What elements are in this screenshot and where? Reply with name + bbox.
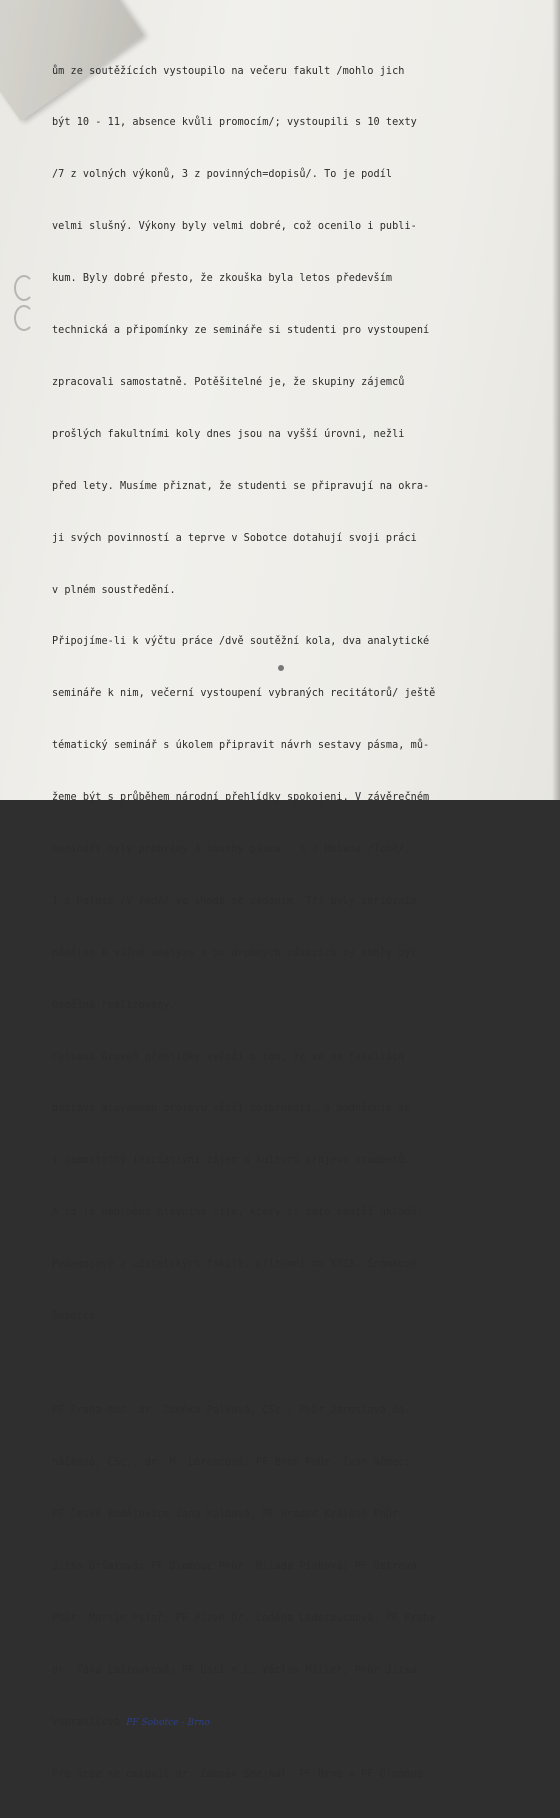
text-line: PF Praha doc. dr. Zdeňka Palková, CSc., PhDr Jaroslava Ja- <box>52 1405 411 1417</box>
text-line: námětem k vážné analýze a po drobných zásazích by mohly být <box>52 947 417 959</box>
text-line: žeme být s průběhem národní přehlídky spokojeni. V závěrečném <box>52 792 430 804</box>
text-line: být 10 - 11, absence kvůli promocím/; vystoupili s 10 texty <box>52 117 417 129</box>
text-line: v plném soustředění. <box>52 584 176 596</box>
text-line: Sobotce <box>52 1310 96 1322</box>
typed-text-block <box>52 28 522 1818</box>
page-edge-shadow <box>552 0 560 800</box>
text-line: 1 z Halase /V řadě/ ve shodě se zadáním. Tři byly seriózním <box>52 895 417 907</box>
text-line: dr. Táňa Laštovková; PF Ústí n.L. Václav Miller, PhDr Jitka <box>52 1664 417 1676</box>
text-line: technická a připomínky ze semináře si studenti pro vystoupení <box>52 325 430 337</box>
text-line: ji svých povinností a teprve v Sobotce dotahují svoji práci <box>52 532 417 544</box>
text-line-with-note <box>52 1714 522 1731</box>
text-line: Celková úroveň přehlídky svědčí o tom, že se na fakultách <box>52 1051 405 1063</box>
text-line: před lety. Musíme přiznat, že studenti se připravují na okra- <box>52 480 430 492</box>
text-line: ům ze soutěžících vystoupilo na večeru fakult /mohlo jich <box>52 65 405 77</box>
text-line: Pedagogové z učitelských fakult, přítomni na XXIX. Šrámkově <box>52 1259 417 1271</box>
text-line: i samostatný iniciativní zájem o kulturu projevu studentů. <box>52 1155 411 1167</box>
text-line: úspěšně realizovány. <box>52 999 176 1011</box>
text-line: PhDr. Martin Pilař; PF Plzeň Dr. Laděna Lederbuchová; PF Praha <box>52 1613 436 1625</box>
text-line: A to je naplnění hlavního cíle, který si tato soutěž ukládá. <box>52 1207 424 1219</box>
punch-hole-upper <box>14 275 34 301</box>
text-line: tématický seminář s úkolem připravit návrh sestavy pásma, mů- <box>52 740 430 752</box>
text-line: Vopravilová <box>52 1716 121 1728</box>
text-line: zpracovali samostatně. Potěšitelné je, že skupiny zájemců <box>52 376 405 388</box>
text-line: Pro úraz se omluvil dr. Zdeněk Smejkal, PF Brno a PF Olomouc. <box>52 1768 430 1780</box>
text-line: velmi slušný. Výkony byly velmi dobré, což ocenilo i publi- <box>52 221 417 233</box>
page-mark-dot <box>278 665 284 671</box>
text-line: Připojíme-li k výčtu práce /dvě soutěžní kola, dva analytické <box>52 636 430 648</box>
handwritten-note: PF Sobotce - Brno <box>126 1717 210 1728</box>
text-line: /7 z volných výkonů, 3 z povinných=dopisů/. To je podíl <box>52 169 393 181</box>
text-line: PF České Budějovice Jana Koldová; PF Hradec Králové PhDr. <box>52 1509 405 1521</box>
text-line: prošlých fakultními koly dnes jsou na vyšší úrovni, nežli <box>52 428 405 440</box>
text-line: kum. Byly dobré přesto, že zkouška byla letos především <box>52 273 393 285</box>
text-line: Jitka Dršatová; PF Olomouc PhDr. Milada Písková; PF Ostrava <box>52 1561 417 1573</box>
text-line: dostává mluvenému projevu větší pozornosti, a podněcuje se <box>52 1103 411 1115</box>
punch-hole-lower <box>14 305 34 331</box>
text-line: náčková, CSc., dr. M. Lorencová; PF Brno PhDr. Ivan Němec; <box>52 1457 411 1469</box>
text-line: semináři byly probrány 4 návrhy pásma : 3 z Holana /Tobě/, <box>52 843 411 855</box>
text-line: semináře k nim, večerní vystoupení vybraných recitátorů/ ještě <box>52 688 436 700</box>
